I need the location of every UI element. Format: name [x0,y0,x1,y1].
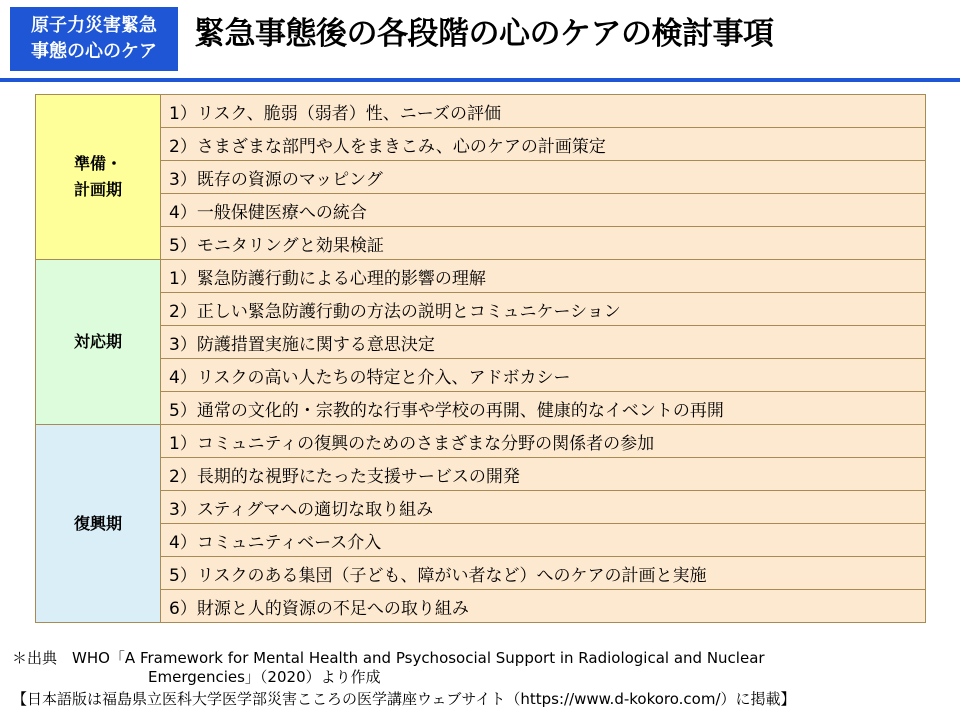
table-row [36,194,926,227]
table-row [36,260,926,293]
table-row [36,293,926,326]
table-row [36,95,926,128]
source-citation-continued: Emergencies」（2020）より作成 [148,668,381,686]
table-cell-item: 3）スティグマへの適切な取り組み [161,491,926,524]
publication-note: 【日本語版は福島県立医科大学医学部災害こころの医学講座ウェブサイト（https://www.d-kokoro.com/）に掲載】 [12,690,796,708]
table-row [36,590,926,623]
table-row [36,227,926,260]
table-row [36,491,926,524]
table-cell-item: 6）財源と人的資源の不足への取り組み [161,590,926,623]
table-cell-item: 1）リスク、脆弱（弱者）性、ニーズの評価 [161,95,926,128]
table-cell-item: 5）モニタリングと効果検証 [161,227,926,260]
phase-cell-preparation [36,95,161,260]
phase-label: 復興期 [73,513,122,533]
page-title: 緊急事態後の各段階の心のケアの検討事項 [194,16,774,52]
table-cell-item: 4）コミュニティベース介入 [161,524,926,557]
section-badge [10,7,178,71]
table-row [36,458,926,491]
table-cell-item: 1）緊急防護行動による心理的影響の理解 [161,260,926,293]
care-considerations-table [35,94,926,623]
phase-cell-response [36,260,161,425]
table-cell-item: 2）さまざまな部門や人をまきこみ、心のケアの計画策定 [161,128,926,161]
table-cell-item: 5）リスクのある集団（子ども、障がい者など）へのケアの計画と実施 [161,557,926,590]
table-row [36,359,926,392]
table-row [36,161,926,194]
table-cell-item: 5）通常の文化的・宗教的な行事や学校の再開、健康的なイベントの再開 [161,392,926,425]
title-underline [0,78,960,82]
table-cell-item: 2）正しい緊急防護行動の方法の説明とコミュニケーション [161,293,926,326]
phase-label: 準備・ [73,154,122,173]
table-cell-item: 4）一般保健医療への統合 [161,194,926,227]
phase-cell-recovery [36,425,161,623]
phase-label: 計画期 [73,180,122,199]
table-row [36,128,926,161]
table-cell-item: 3）既存の資源のマッピング [161,161,926,194]
table-row [36,557,926,590]
table-cell-item: 3）防護措置実施に関する意思決定 [161,326,926,359]
phase-label: 対応期 [73,332,122,351]
source-citation: ＊出典 WHO「A Framework for Mental Health and Psychosocial Support in Radiological and Nuclear [12,649,765,667]
table-cell-item: 2）長期的な視野にたった支援サービスの開発 [161,458,926,491]
table-row [36,425,926,458]
badge-line-2: 事態の心のケア [31,41,157,62]
table-row [36,326,926,359]
table-row [36,524,926,557]
table-row [36,392,926,425]
table-cell-item: 4）リスクの高い人たちの特定と介入、アドボカシー [161,359,926,392]
table-cell-item: 1）コミュニティの復興のためのさまざまな分野の関係者の参加 [161,425,926,458]
badge-line-1: 原子力災害緊急 [31,15,157,36]
